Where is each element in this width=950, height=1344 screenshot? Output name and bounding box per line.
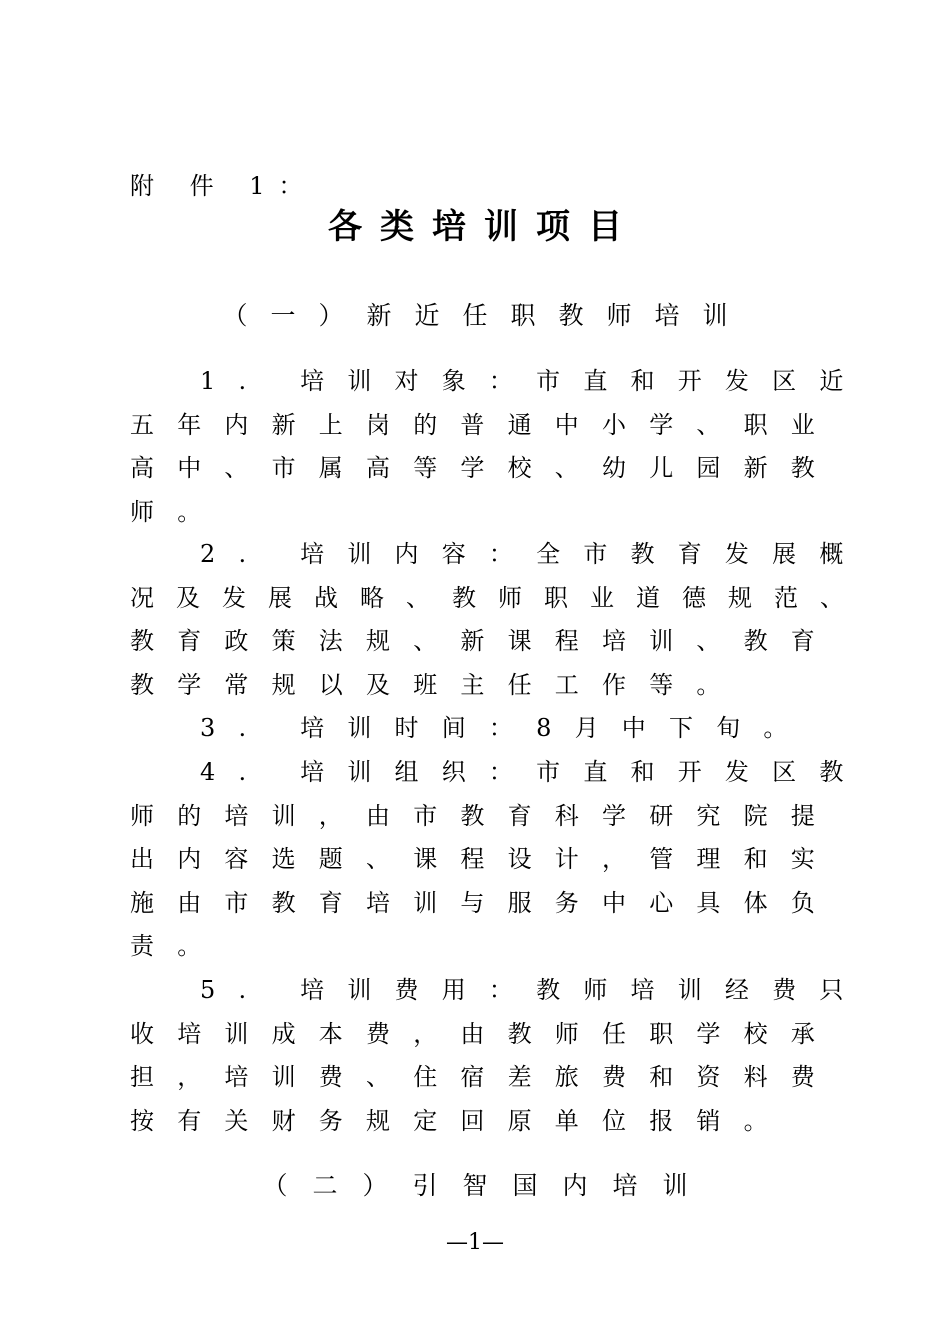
paragraph-training-time [130, 707, 850, 751]
text-line: 教育政策法规、新课程培训、教育 [130, 627, 838, 656]
text-line: 担，培训费、住宿差旅费和资料费 [130, 1063, 838, 1092]
text-line: 收培训成本费，由教师任职学校承 [130, 1019, 838, 1048]
paragraph-training-target [130, 360, 867, 534]
page-title: 各类培训项目 [328, 207, 640, 247]
text-line: 3. 培训时间：8月中下旬。 [200, 714, 811, 742]
text-line: 施由市教育培训与服务中心具体负 [130, 888, 838, 917]
text-line: 教学常规以及班主任工作等。 [130, 670, 744, 699]
paragraph-training-content [130, 533, 867, 707]
text-line: 按有关财务规定回原单位报销。 [130, 1106, 791, 1135]
attachment-label: 附 件 1： [130, 172, 317, 200]
section-heading-1: （一）新近任职教师培训 [222, 301, 751, 330]
text-line: 师。 [130, 497, 225, 526]
text-line: 2. 培训内容：全市教育发展概 [200, 540, 867, 568]
text-line: 师的培训，由市教育科学研究院提 [130, 801, 838, 830]
paragraph-training-fees [130, 969, 867, 1143]
text-line: 出内容选题、课程设计，管理和实 [130, 845, 838, 874]
text-line: 4. 培训组织：市直和开发区教 [200, 758, 867, 786]
text-line: 况及发展战略、教师职业道德规范、 [130, 583, 866, 612]
page-number: —1— [446, 1230, 504, 1255]
text-line: 责。 [130, 932, 225, 961]
paragraph-training-organization [130, 751, 867, 969]
text-line: 五年内新上岗的普通中小学、职业 [130, 410, 838, 439]
text-line: 5. 培训费用：教师培训经费只 [200, 976, 867, 1004]
text-line: 1. 培训对象：市直和开发区近 [200, 367, 867, 395]
text-line: 高中、市属高等学校、幼儿园新教 [130, 454, 838, 483]
section-heading-2: （二）引智国内培训 [262, 1171, 713, 1200]
